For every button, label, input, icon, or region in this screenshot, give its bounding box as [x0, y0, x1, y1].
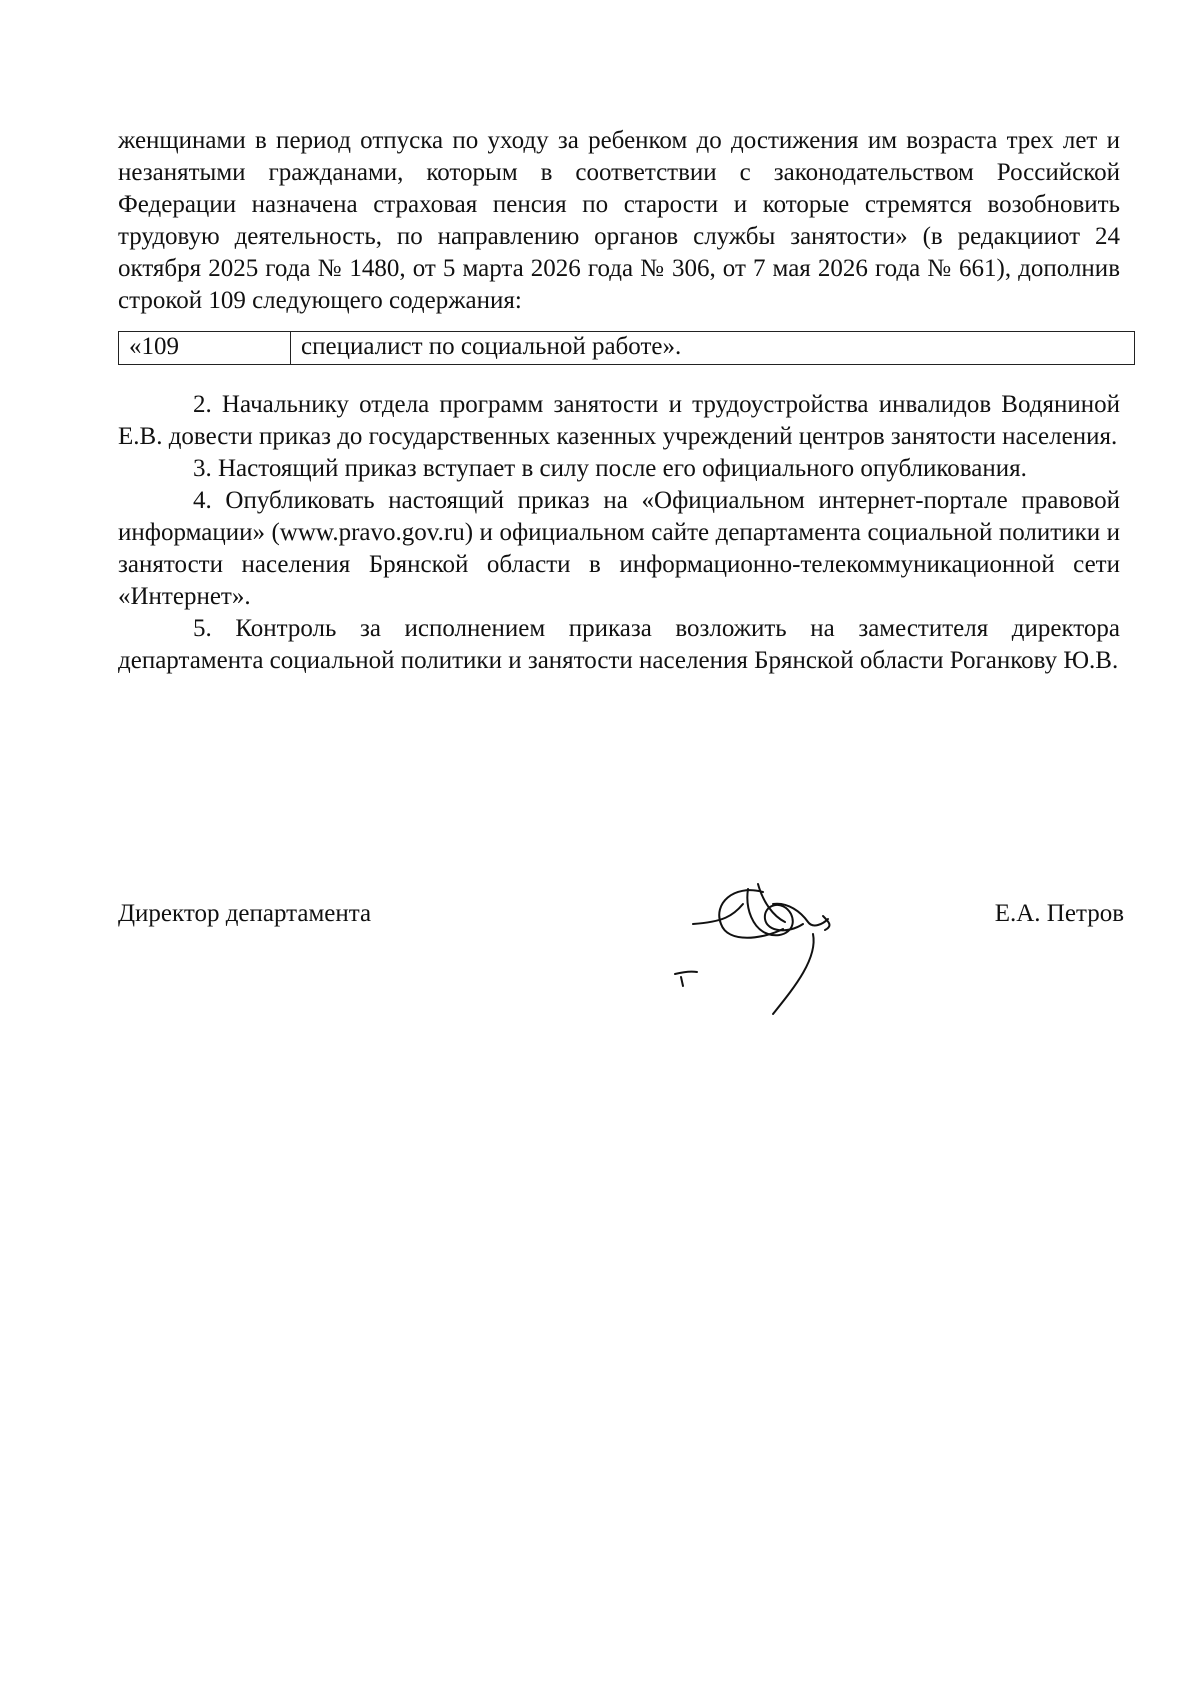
- document-body: [118, 125, 1120, 677]
- item-5: 5. Контроль за исполнением приказа возложить на заместителя директора департамента социальной политики и занятости населения Брянской области Роганкову Ю.В.: [118, 615, 1120, 674]
- handwritten-signature: [673, 874, 883, 1024]
- table-cell-text: специалист по социальной работе».: [301, 333, 682, 360]
- signatory-name: Е.А. Петров: [994, 900, 1124, 927]
- amendment-table: [118, 331, 1135, 365]
- intro-paragraph: женщинами в период отпуска по уходу за ребенком до достижения им возраста трех лет и незанятыми гражданами, которым в соответствии с законодательством Российской Федерации назначена страховая пенсия по старости и которые стремятся возобновить трудовую деятельность, по направлению органов службы занятости» (в редакцииот 24 октября 2025 года № 1480, от 5 марта 2026 года № 306, от 7 мая 2026 года № 661), дополнив строкой 109 следующего содержания:: [118, 127, 1120, 314]
- table-cell-number: «109: [119, 332, 291, 364]
- signature-block: [118, 900, 1124, 1020]
- item-4: 4. Опубликовать настоящий приказ на «Официальном интернет-портале правовой информации» (www.pravo.gov.ru) и официальном сайте департамента социальной политики и занятости населения Брянской области в информационно-телекоммуникационной сети «Интернет».: [118, 487, 1120, 610]
- item-3: 3. Настоящий приказ вступает в силу после его официального опубликования.: [193, 455, 1027, 482]
- signatory-title: Директор департамента: [118, 900, 372, 927]
- item-2: 2. Начальнику отдела программ занятости и трудоустройства инвалидов Водяниной Е.В. довести приказ до государственных казенных учреждений центров занятости населения.: [118, 391, 1120, 450]
